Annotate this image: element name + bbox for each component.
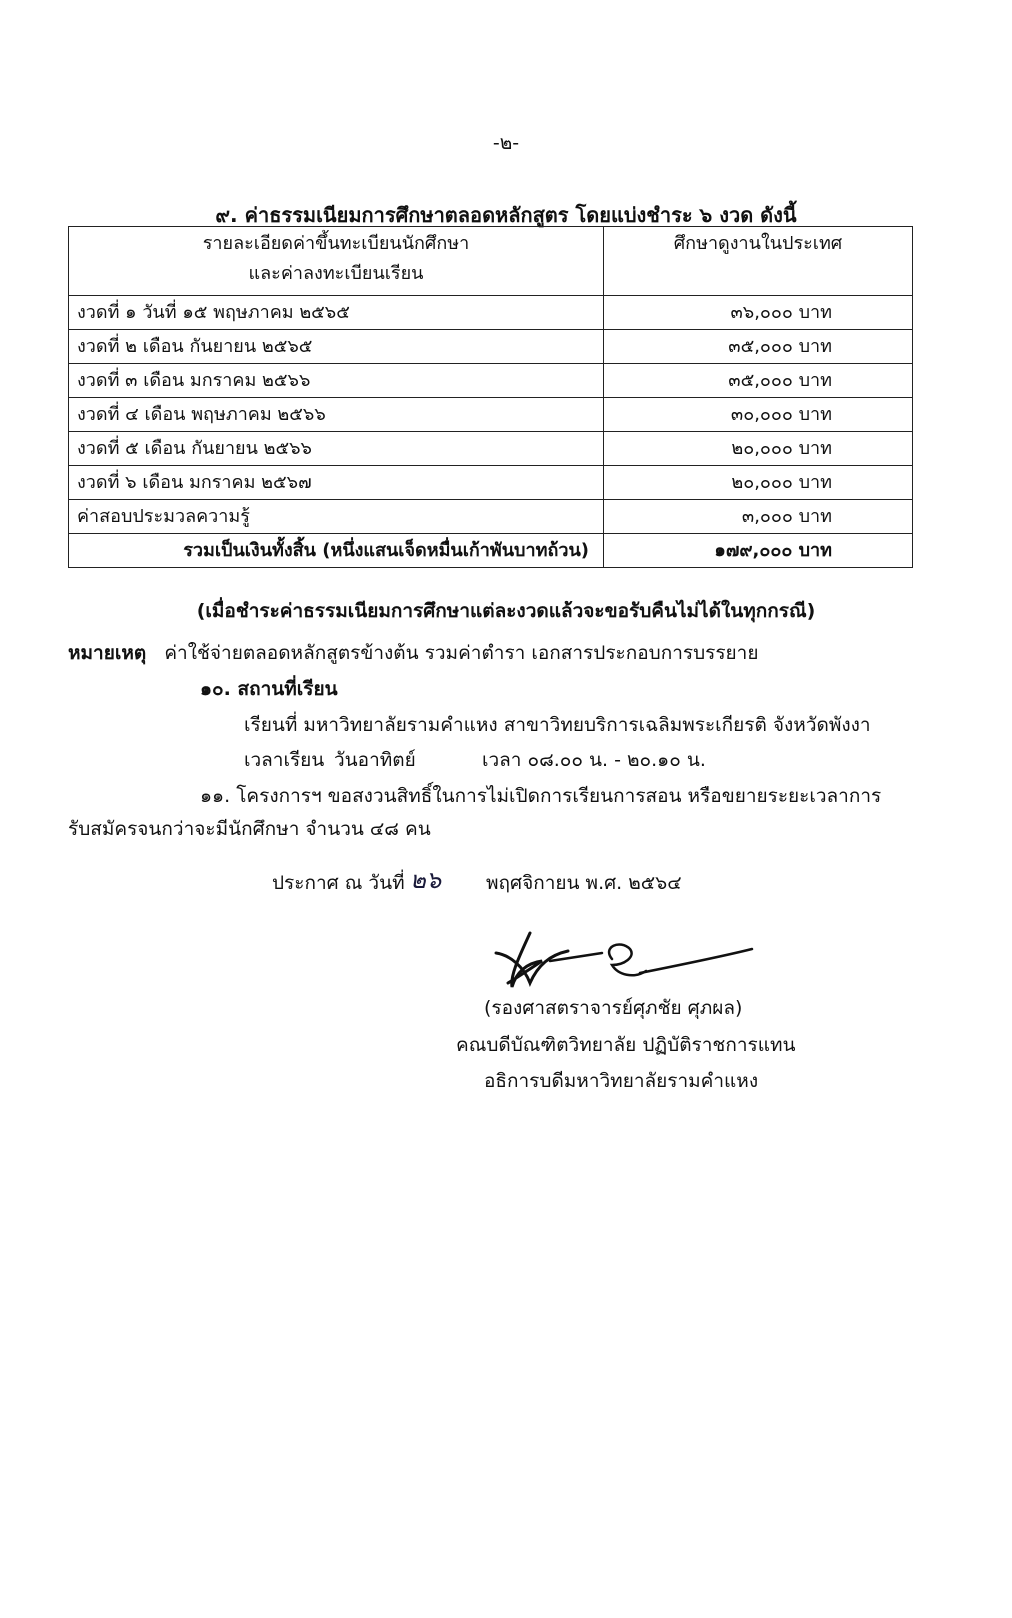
fee-table (68, 226, 913, 568)
row-label: งวดที่ ๑ วันที่ ๑๕ พฤษภาคม ๒๕๖๕ (69, 296, 604, 330)
refund-note: (เมื่อชำระค่าธรรมเนียมการศึกษาแต่ละงวดแล้วจะขอรับคืนไม่ได้ในทุกกรณี) (196, 600, 816, 622)
remark-line (68, 638, 758, 668)
remark-text: ค่าใช้จ่ายตลอดหลักสูตรข้างต้น รวมค่าตำรา เอกสารประกอบการบรรยาย (164, 642, 759, 664)
row-label: งวดที่ ๖ เดือน มกราคม ๒๕๖๗ (69, 466, 604, 500)
table-row (69, 364, 913, 398)
section-11-line1: ๑๑. โครงการฯ ขอสงวนสิทธิ์ในการไม่เปิดการเรียนการสอน หรือขยายระยะเวลาการ (200, 785, 882, 807)
fee-table-header (69, 227, 913, 296)
row-amount: ๓๕,๐๐๐ บาท (604, 330, 913, 364)
header-col1-line2: และค่าลงทะเบียนเรียน (248, 263, 424, 284)
table-row (69, 296, 913, 330)
remark-label: หมายเหตุ (68, 642, 147, 664)
page-number: -๒- (492, 132, 520, 154)
table-row (69, 398, 913, 432)
row-label: งวดที่ ๓ เดือน มกราคม ๒๕๖๖ (69, 364, 604, 398)
section-9-heading: ๙. ค่าธรรมเนียมการศึกษาตลอดหลักสูตร โดยแบ่งชำระ ๖ งวด ดังนี้ (215, 203, 797, 227)
announcement-month-year: พฤศจิกายน พ.ศ. ๒๕๖๔ (486, 872, 682, 894)
row-amount: ๒๐,๐๐๐ บาท (604, 432, 913, 466)
table-row (69, 432, 913, 466)
announcement-prefix: ประกาศ ณ วันที่ (272, 872, 405, 894)
row-label: งวดที่ ๕ เดือน กันยายน ๒๕๖๖ (69, 432, 604, 466)
table-row (69, 500, 913, 534)
table-row (69, 466, 913, 500)
header-col2: ศึกษาดูงานในประเทศ (604, 227, 913, 296)
section-11-line2: รับสมัครจนกว่าจะมีนักศึกษา จำนวน ๔๘ คน (68, 818, 431, 840)
signatory-title-2: อธิการบดีมหาวิทยาลัยรามคำแหง (484, 1070, 759, 1092)
row-amount: ๓๖,๐๐๐ บาท (604, 296, 913, 330)
row-label: งวดที่ ๒ เดือน กันยายน ๒๕๖๕ (69, 330, 604, 364)
study-time: เวลา ๐๘.๐๐ น. - ๒๐.๑๐ น. (482, 749, 706, 771)
row-label: งวดที่ ๔ เดือน พฤษภาคม ๒๕๖๖ (69, 398, 604, 432)
header-col1-line1: รายละเอียดค่าขึ้นทะเบียนนักศึกษา (202, 233, 470, 254)
total-label: รวมเป็นเงินทั้งสิ้น (หนึ่งแสนเจ็ดหมื่นเก้าพันบาทถ้วน) (69, 534, 604, 568)
total-row (69, 534, 913, 568)
row-amount: ๒๐,๐๐๐ บาท (604, 466, 913, 500)
total-amount: ๑๗๙,๐๐๐ บาท (604, 534, 913, 568)
table-row (69, 330, 913, 364)
row-amount: ๓๐,๐๐๐ บาท (604, 398, 913, 432)
row-label: ค่าสอบประมวลความรู้ (69, 500, 604, 534)
signatory-name: (รองศาสตราจารย์ศุภชัย ศุภผล) (484, 997, 743, 1019)
study-place: เรียนที่ มหาวิทยาลัยรามคำแหง สาขาวิทยบริการเฉลิมพระเกียรติ จังหวัดพังงา (244, 714, 871, 736)
signature-mark (490, 925, 760, 995)
handwritten-day: ๒๖ (410, 866, 442, 894)
row-amount: ๓๕,๐๐๐ บาท (604, 364, 913, 398)
study-day: วันอาทิตย์ (334, 749, 416, 771)
header-col1 (69, 227, 604, 296)
signatory-title-1: คณบดีบัณฑิตวิทยาลัย ปฏิบัติราชการแทน (456, 1034, 796, 1056)
study-time-label: เวลาเรียน (244, 749, 325, 771)
row-amount: ๓,๐๐๐ บาท (604, 500, 913, 534)
section-10-heading: ๑๐. สถานที่เรียน (200, 678, 338, 700)
